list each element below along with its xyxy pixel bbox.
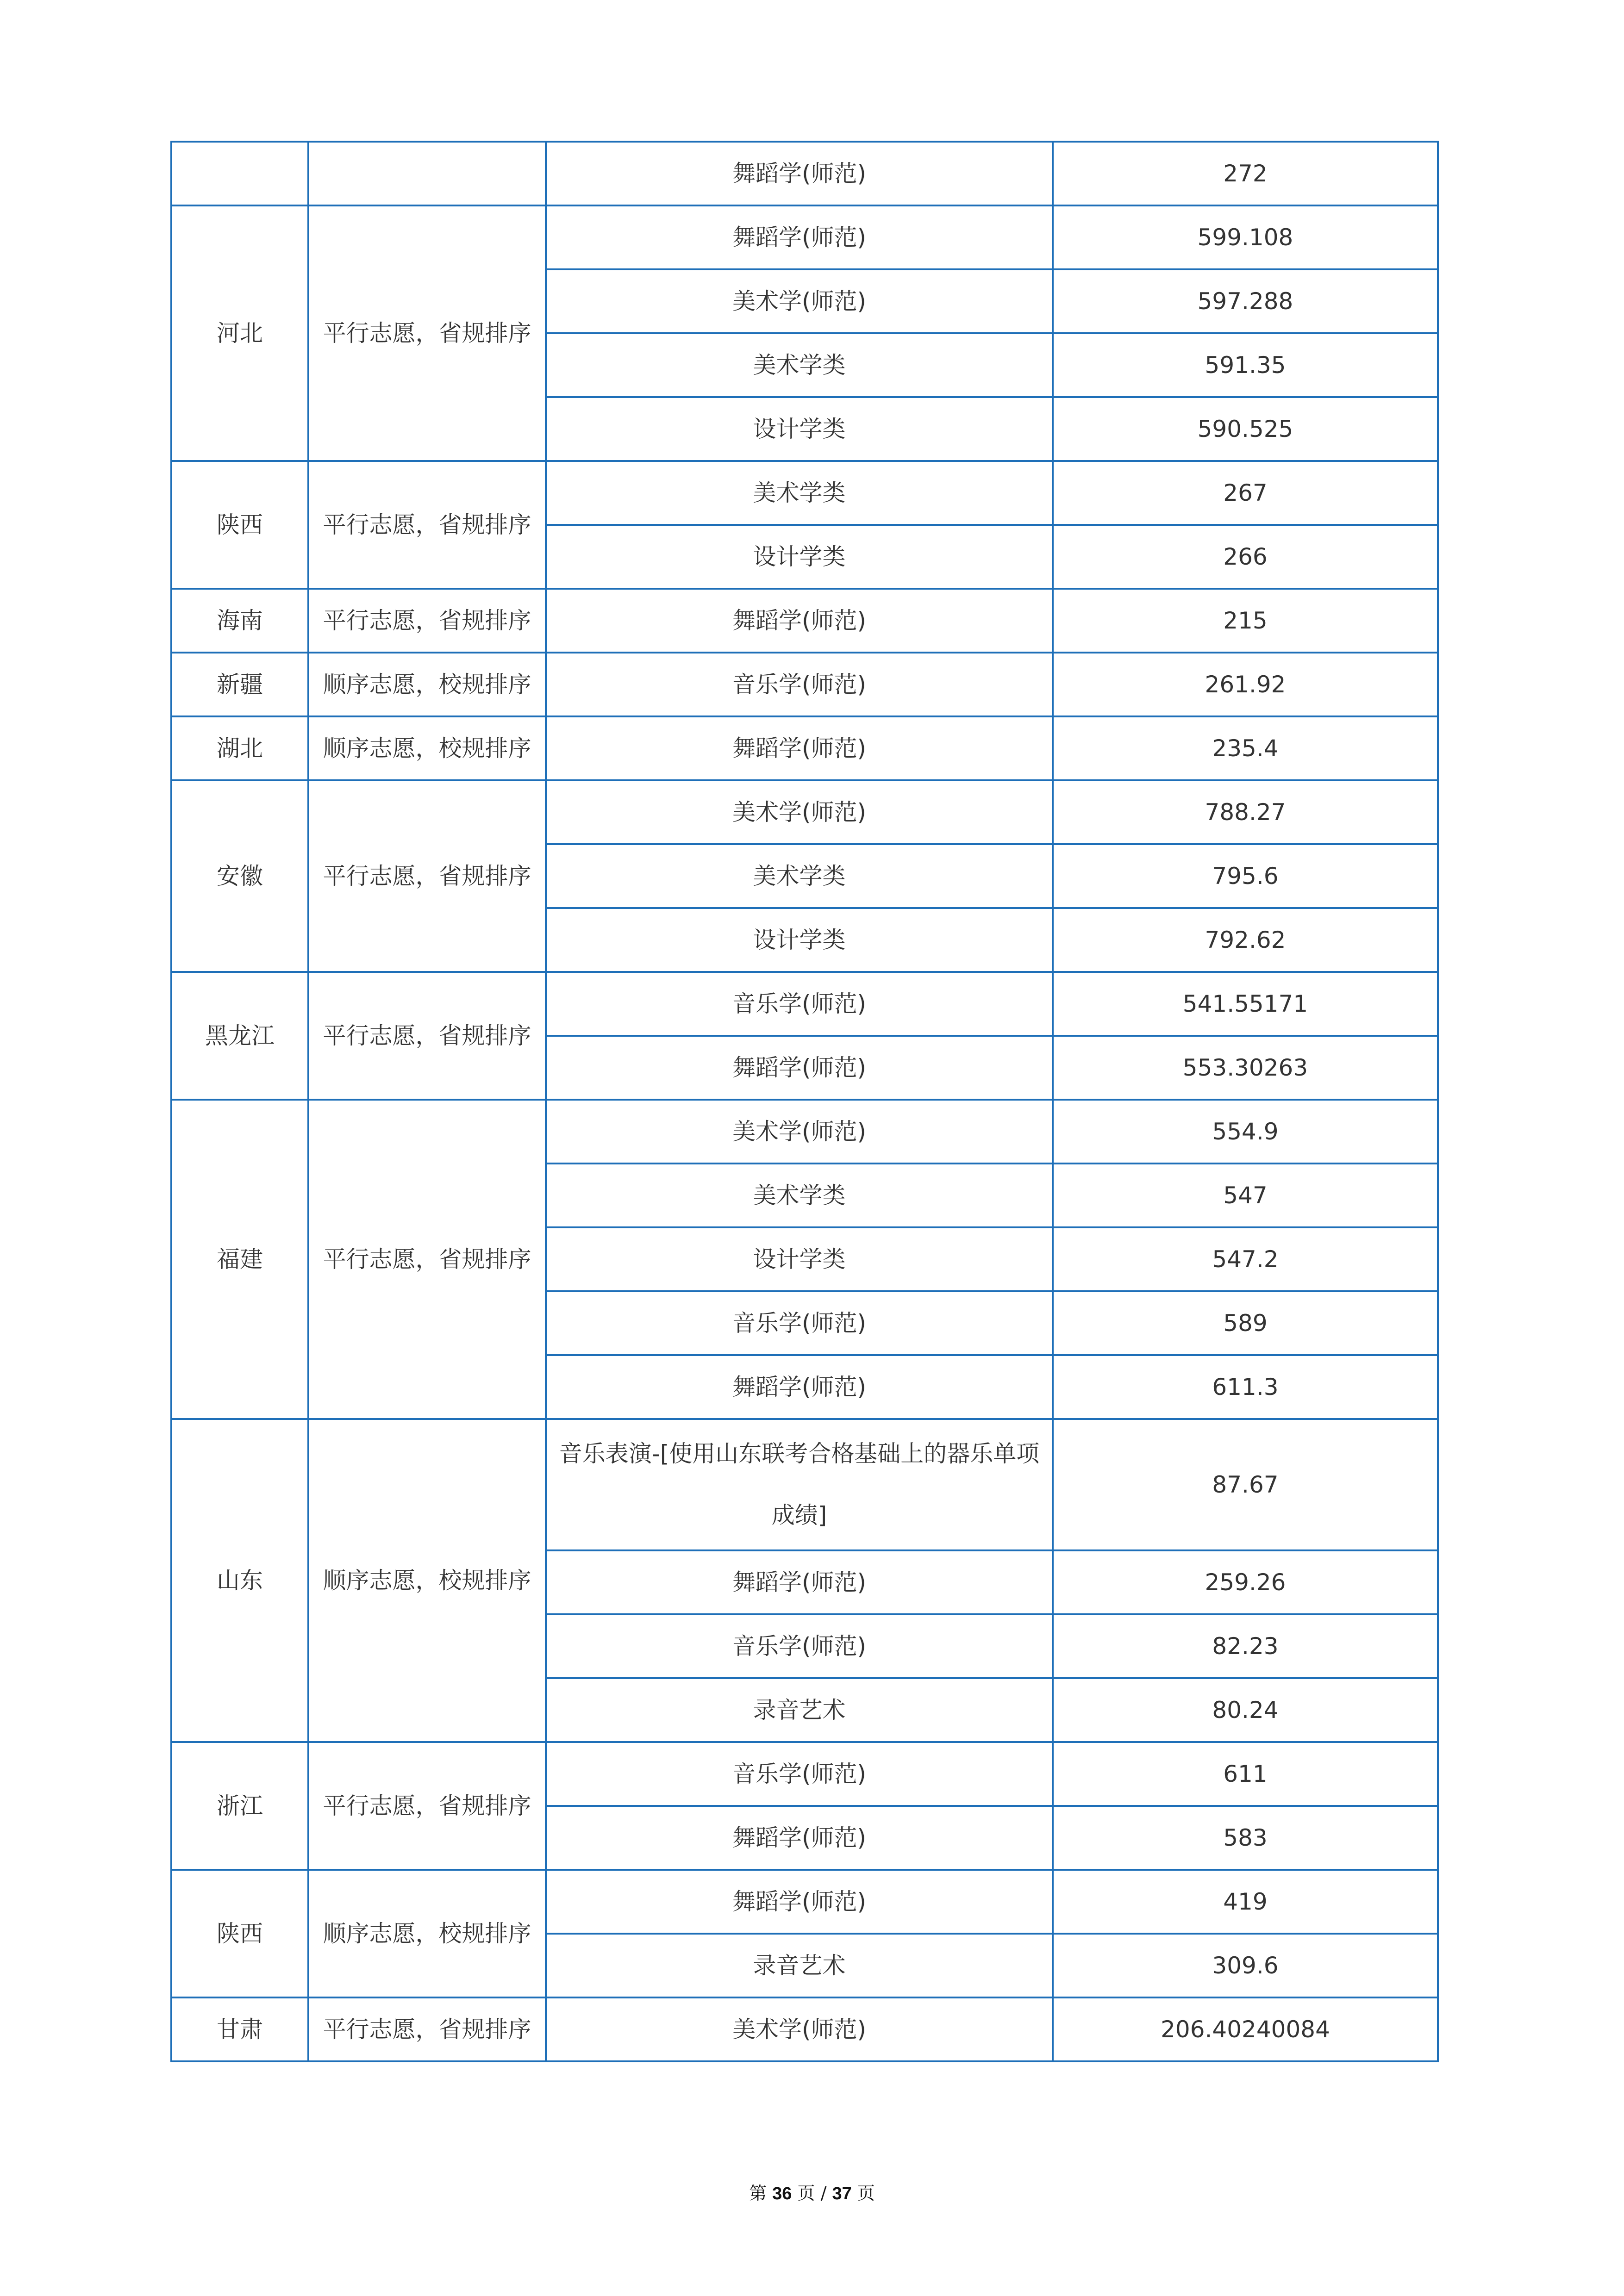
table-row	[171, 142, 1438, 205]
major-cell: 美术学(师范)	[546, 1997, 1053, 2061]
page-footer	[0, 2179, 1624, 2204]
major-cell: 音乐学(师范)	[546, 653, 1053, 716]
table-row	[171, 1419, 1438, 1550]
score-cell: 215	[1053, 589, 1438, 653]
score-cell: 541.55171	[1053, 972, 1438, 1036]
province-cell: 湖北	[171, 716, 308, 780]
admission-mode-cell: 顺序志愿，校规排序	[308, 653, 546, 716]
table-row	[171, 1742, 1438, 1806]
admission-mode-cell: 顺序志愿，校规排序	[308, 716, 546, 780]
province-cell: 黑龙江	[171, 972, 308, 1100]
score-cell: 795.6	[1053, 844, 1438, 908]
major-cell: 设计学类	[546, 397, 1053, 461]
admission-mode-cell: 平行志愿，省规排序	[308, 1742, 546, 1870]
score-cell: 589	[1053, 1291, 1438, 1355]
major-cell: 设计学类	[546, 525, 1053, 589]
admission-mode-cell: 平行志愿，省规排序	[308, 1100, 546, 1419]
score-cell: 547	[1053, 1164, 1438, 1227]
major-cell: 美术学(师范)	[546, 269, 1053, 333]
major-cell: 美术学(师范)	[546, 1100, 1053, 1164]
score-cell: 266	[1053, 525, 1438, 589]
province-cell: 甘肃	[171, 1997, 308, 2061]
score-cell: 235.4	[1053, 716, 1438, 780]
table-row	[171, 716, 1438, 780]
score-cell: 590.525	[1053, 397, 1438, 461]
score-cell: 272	[1053, 142, 1438, 205]
score-cell: 206.40240084	[1053, 1997, 1438, 2061]
table-row	[171, 1100, 1438, 1164]
total-pages-number: 37	[832, 2184, 852, 2203]
table-row	[171, 1997, 1438, 2061]
major-cell: 舞蹈学(师范)	[546, 1550, 1053, 1614]
table-row	[171, 972, 1438, 1036]
score-cell: 309.6	[1053, 1934, 1438, 1997]
major-cell: 音乐学(师范)	[546, 1291, 1053, 1355]
score-cell: 554.9	[1053, 1100, 1438, 1164]
admission-mode-cell: 平行志愿，省规排序	[308, 1997, 546, 2061]
province-cell	[171, 142, 308, 205]
score-cell: 611	[1053, 1742, 1438, 1806]
score-cell: 82.23	[1053, 1614, 1438, 1678]
table-row	[171, 653, 1438, 716]
province-cell: 海南	[171, 589, 308, 653]
score-cell: 261.92	[1053, 653, 1438, 716]
major-cell: 美术学类	[546, 844, 1053, 908]
score-cell: 591.35	[1053, 333, 1438, 397]
major-cell: 美术学(师范)	[546, 780, 1053, 844]
major-cell: 舞蹈学(师范)	[546, 1355, 1053, 1419]
admission-scores-table	[170, 141, 1439, 2062]
province-cell: 浙江	[171, 1742, 308, 1870]
major-cell: 音乐学(师范)	[546, 1742, 1053, 1806]
province-cell: 河北	[171, 205, 308, 461]
score-cell: 259.26	[1053, 1550, 1438, 1614]
admission-mode-cell: 平行志愿，省规排序	[308, 972, 546, 1100]
major-cell: 设计学类	[546, 908, 1053, 972]
major-cell: 舞蹈学(师范)	[546, 589, 1053, 653]
major-cell: 录音艺术	[546, 1678, 1053, 1742]
major-cell: 美术学类	[546, 461, 1053, 525]
score-cell: 599.108	[1053, 205, 1438, 269]
major-cell: 舞蹈学(师范)	[546, 1036, 1053, 1100]
score-cell: 419	[1053, 1870, 1438, 1934]
admission-mode-cell	[308, 142, 546, 205]
major-cell: 舞蹈学(师范)	[546, 1806, 1053, 1870]
major-cell: 舞蹈学(师范)	[546, 1870, 1053, 1934]
page-label-suffix: 页	[857, 2183, 875, 2203]
major-cell: 录音艺术	[546, 1934, 1053, 1997]
score-cell: 80.24	[1053, 1678, 1438, 1742]
major-cell: 音乐学(师范)	[546, 972, 1053, 1036]
table-row	[171, 780, 1438, 844]
score-cell: 267	[1053, 461, 1438, 525]
major-cell: 舞蹈学(师范)	[546, 205, 1053, 269]
major-cell: 美术学类	[546, 333, 1053, 397]
admission-mode-cell: 顺序志愿，校规排序	[308, 1870, 546, 1997]
score-cell: 788.27	[1053, 780, 1438, 844]
table-row	[171, 1870, 1438, 1934]
admission-mode-cell: 平行志愿，省规排序	[308, 461, 546, 589]
score-cell: 553.30263	[1053, 1036, 1438, 1100]
table-row	[171, 205, 1438, 269]
score-cell: 583	[1053, 1806, 1438, 1870]
province-cell: 陕西	[171, 461, 308, 589]
admission-mode-cell: 平行志愿，省规排序	[308, 780, 546, 972]
admission-mode-cell: 顺序志愿，校规排序	[308, 1419, 546, 1742]
score-cell: 87.67	[1053, 1419, 1438, 1550]
score-cell: 611.3	[1053, 1355, 1438, 1419]
province-cell: 山东	[171, 1419, 308, 1742]
page-label-prefix: 第	[749, 2183, 767, 2203]
major-cell: 美术学类	[546, 1164, 1053, 1227]
admission-mode-cell: 平行志愿，省规排序	[308, 205, 546, 461]
admission-mode-cell: 平行志愿，省规排序	[308, 589, 546, 653]
province-cell: 福建	[171, 1100, 308, 1419]
table-row	[171, 589, 1438, 653]
score-cell: 792.62	[1053, 908, 1438, 972]
province-cell: 安徽	[171, 780, 308, 972]
major-cell: 舞蹈学(师范)	[546, 142, 1053, 205]
province-cell: 陕西	[171, 1870, 308, 1997]
score-cell: 547.2	[1053, 1227, 1438, 1291]
major-cell: 舞蹈学(师范)	[546, 716, 1053, 780]
current-page-number: 36	[772, 2184, 792, 2203]
major-cell: 设计学类	[546, 1227, 1053, 1291]
score-cell: 597.288	[1053, 269, 1438, 333]
page-label-middle: 页 /	[797, 2183, 827, 2203]
table-row	[171, 461, 1438, 525]
province-cell: 新疆	[171, 653, 308, 716]
major-cell: 音乐表演-[使用山东联考合格基础上的器乐单项成绩]	[546, 1419, 1053, 1550]
major-cell: 音乐学(师范)	[546, 1614, 1053, 1678]
